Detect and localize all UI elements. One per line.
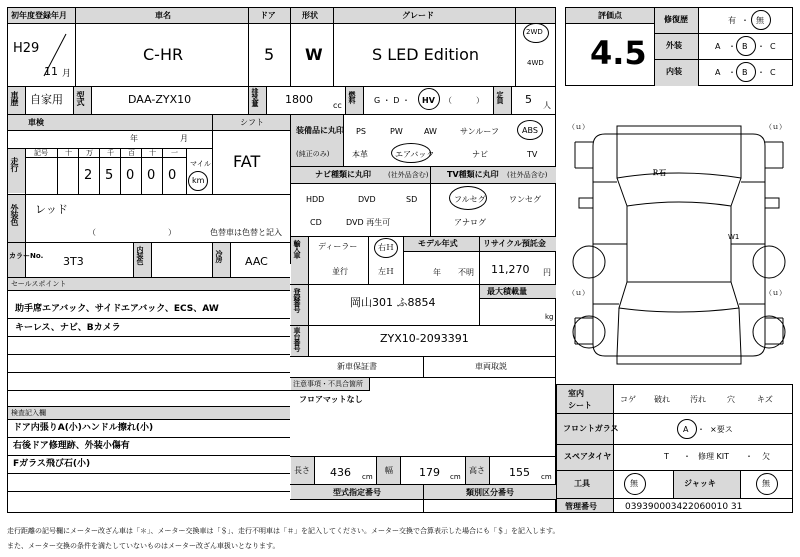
width-label: 幅 — [385, 466, 393, 475]
color-label: 外装色 — [10, 204, 19, 225]
inspector-line-1: ドア内張りA(小)ハンドル擦れ(小) — [13, 423, 154, 433]
recycle-label: リサイクル預託金 — [483, 239, 546, 248]
management-number: 039390003422060010 31 — [625, 502, 743, 512]
recycle-unit: 円 — [543, 268, 551, 277]
tv-title: TV種類に丸印 — [447, 170, 499, 179]
length-value: 436 — [330, 466, 351, 479]
color-note: 色替車は色替と記入 — [210, 228, 282, 237]
mileage-label: 走行 — [10, 157, 19, 171]
seat-label-1: 室内 — [568, 389, 584, 398]
seat-item-burn: コゲ — [620, 395, 636, 404]
mileage-digit-4: 0 — [147, 168, 156, 183]
footer-note-2: また、メーター交換の条件を満たしていないものはメーター改ざん車扱いとなります。 — [7, 542, 280, 550]
registration-label: 登録番号 — [293, 288, 301, 312]
sales-point-line-1: 助手席エアバック、サイドエアバック、ECS、AW — [15, 304, 219, 314]
door-label: ドア — [260, 11, 276, 20]
fuel-options: G ・ D ・ — [374, 96, 410, 105]
car-name: C-HR — [143, 45, 184, 64]
spare-missing: 欠 — [762, 452, 770, 461]
car-name-label: 車名 — [155, 11, 171, 20]
door-count: 5 — [264, 45, 275, 64]
capacity-label: 定員 — [496, 91, 504, 103]
interior-b: B — [742, 68, 748, 77]
body-shape: W — [305, 45, 323, 64]
color-code: 3T3 — [63, 255, 84, 268]
capacity-value: 5 — [525, 93, 532, 106]
drive-2wd: 2WD — [526, 28, 543, 36]
mileage-h-1: 一 — [171, 149, 178, 157]
shaken-year-unit: 年 — [130, 134, 138, 143]
max-load-label: 最大積載量 — [487, 287, 527, 296]
mileage-digit-3: 0 — [126, 168, 135, 183]
spare-kit: 修理 KIT — [698, 452, 730, 461]
seat-item-scratch: キズ — [757, 395, 773, 404]
fuel-selected: HV — [422, 96, 435, 105]
tv-fullseg: フルセグ — [454, 195, 486, 204]
mark-u-3: （ｕ） — [568, 289, 589, 297]
spare-t: T — [664, 452, 669, 461]
first-reg-label: 初年度登録年月 — [11, 11, 67, 20]
drive-4wd: 4WD — [527, 59, 544, 67]
registration-value: 岡山301 ふ8854 — [350, 296, 436, 309]
seat-item-hole: 穴 — [727, 395, 735, 404]
equipment-label: 装備品に丸印 — [296, 126, 344, 135]
shift-value: FAT — [233, 152, 261, 171]
tv-oneseg: ワンセグ — [509, 195, 541, 204]
spare-dot-2: ・ — [745, 452, 753, 461]
import-label: 輸入車 — [293, 240, 301, 258]
mileage-h-100: 百 — [128, 149, 135, 157]
inspector-label: 検査記入欄 — [11, 409, 46, 417]
equip-abs: ABS — [522, 126, 538, 135]
mileage-h-10m: 十 — [65, 149, 72, 157]
tools-value: 無 — [630, 479, 638, 488]
km-label: km — [192, 176, 205, 185]
exterior-a: A — [715, 42, 721, 51]
tv-sub: (社外品含む) — [507, 171, 548, 179]
chassis-label: 車台番号 — [293, 327, 301, 351]
type-designation-label: 型式指定番号 — [333, 488, 381, 497]
import-left-h: 左Ｈ — [378, 267, 394, 276]
damage-mark-w1: W1 — [728, 233, 740, 241]
seat-item-stain: 汚れ — [690, 395, 706, 404]
color-value: レッド — [35, 203, 68, 216]
interior-c: C — [770, 68, 776, 77]
tv-analog: アナログ — [454, 218, 486, 227]
mile-label: マイル — [190, 160, 211, 168]
width-value: 179 — [419, 466, 440, 479]
equip-tv: TV — [527, 150, 538, 159]
jack-label: ジャッキ — [684, 479, 716, 488]
equip-aw: AW — [424, 127, 437, 136]
repair-label: 修復歴 — [664, 15, 688, 24]
seat-label-2: シート — [568, 401, 592, 410]
equip-pw: PW — [390, 127, 403, 136]
model-year-unknown: 不明 — [458, 268, 474, 277]
mileage-digit-1: 2 — [84, 168, 93, 183]
ac-value: AAC — [245, 255, 268, 268]
mark-u-4: （ｕ） — [765, 289, 786, 297]
model-year-unit: 年 — [433, 268, 441, 277]
nav-sd: SD — [406, 195, 418, 204]
mileage-h-10k: 万 — [86, 149, 93, 157]
mileage-h-symbol: 記号 — [34, 149, 48, 157]
usage-label: 車歴 — [10, 91, 19, 105]
category-label: 類別区分番号 — [466, 488, 514, 497]
model-year-label: モデル年式 — [418, 239, 458, 248]
jack-value: 無 — [762, 479, 770, 488]
spare-dot-1: ・ — [683, 452, 691, 461]
seat-item-tear: 破れ — [654, 395, 670, 404]
windshield-label: フロントガラス — [563, 424, 619, 433]
chassis-value: ZYX10-2093391 — [380, 332, 469, 345]
length-unit: cm — [362, 473, 373, 481]
windshield-other: ×要ス — [710, 425, 733, 434]
sales-point-line-2: キーレス、ナビ、Bカメラ — [15, 323, 121, 333]
grade-label: グレード — [402, 11, 434, 20]
rating-value: 4.5 — [590, 34, 647, 72]
interior-a: A — [715, 68, 721, 77]
model-label: 型式 — [76, 91, 85, 105]
management-label: 管理番号 — [565, 502, 597, 511]
notes-value: フロアマットなし — [299, 395, 363, 404]
capacity-unit: 人 — [543, 101, 551, 110]
equip-ps: PS — [356, 127, 366, 136]
shaken-label: 車検 — [28, 118, 44, 127]
nav-cd: CD — [310, 218, 322, 227]
nav-hdd: HDD — [306, 195, 325, 204]
tools-label: 工具 — [574, 479, 590, 488]
import-dealer: ディーラー — [318, 242, 358, 251]
mileage-digit-5: 0 — [168, 168, 177, 183]
equip-airbag: エアバック — [395, 150, 435, 159]
interior-color-label: 内装色 — [136, 246, 144, 264]
shift-label: シフト — [240, 118, 264, 127]
width-unit: cm — [450, 473, 461, 481]
import-right-h: 右Ｈ — [378, 243, 394, 252]
equip-navi: ナビ — [472, 150, 488, 159]
notes-label: 注意事項・不具合箇所 — [293, 380, 363, 388]
color-paren: （ ） — [88, 228, 176, 237]
color-code-label: カラーNo. — [9, 252, 44, 260]
equipment-sublabel: (純正のみ) — [296, 150, 330, 158]
mark-u-2: （ｕ） — [765, 123, 786, 131]
displacement-value: 1800 — [285, 93, 313, 106]
fuel-paren: （ ） — [444, 96, 484, 105]
reg-year: H29 — [13, 41, 40, 56]
shape-label: 形状 — [302, 11, 318, 20]
repair-no: 無 — [756, 16, 764, 25]
recycle-value: 11,270 — [491, 263, 530, 276]
exterior-b: B — [742, 42, 748, 51]
header-row-bg — [8, 8, 555, 23]
displacement-label: 排気量 — [251, 88, 259, 106]
nav-dvd-play: DVD 再生可 — [346, 218, 391, 227]
mark-u-1: （ｕ） — [568, 123, 589, 131]
model-value: DAA-ZYX10 — [128, 93, 192, 106]
mileage-digit-2: 5 — [105, 168, 114, 183]
grade-value: S LED Edition — [372, 45, 480, 64]
car-manual: 車両取説 — [475, 362, 507, 371]
reg-month: 11 — [44, 65, 58, 78]
nav-dvd: DVD — [358, 195, 376, 204]
car-damage-diagram — [565, 112, 793, 378]
reg-month-unit: 月 — [62, 69, 72, 79]
max-load-unit: kg — [545, 313, 554, 321]
displacement-unit: cc — [333, 101, 342, 110]
damage-mark-r-stone: Ｒ石 — [652, 169, 666, 177]
nav-sub: (社外品含む) — [388, 171, 429, 179]
interior-label: 内装 — [666, 67, 682, 76]
nav-title: ナビ種類に丸印 — [315, 170, 371, 179]
new-car-warranty: 新車保証書 — [337, 362, 377, 371]
footer-note-1: 走行距離の記号欄にメーター改ざん車は「＊」、メーター交換車は「＄」、走行不明車は「＃」を記入してください。メーター交換で合算表示した場合にも「＄」を記入します。 — [7, 527, 560, 535]
length-label: 長さ — [294, 466, 310, 475]
exterior-c: C — [770, 42, 776, 51]
repair-yes: 有 — [728, 16, 736, 25]
shaken-month-unit: 月 — [180, 134, 188, 143]
exterior-label: 外装 — [666, 41, 682, 50]
height-unit: cm — [541, 473, 552, 481]
usage-value: 自家用 — [30, 93, 63, 106]
mileage-h-10: 十 — [149, 149, 156, 157]
sales-points-label: セールスポイント — [11, 280, 67, 288]
equip-leather: 本革 — [352, 150, 368, 159]
height-label: 高さ — [469, 466, 485, 475]
equip-sunroof: サンルーフ — [460, 127, 499, 136]
mileage-h-1k: 千 — [107, 149, 114, 157]
windshield-dot: ・ — [697, 425, 705, 434]
import-parallel: 並行 — [332, 267, 348, 276]
height-value: 155 — [509, 466, 530, 479]
ac-label: 冷房 — [215, 250, 223, 262]
spare-tire-label: スペアタイヤ — [564, 452, 612, 461]
windshield-a: A — [683, 425, 689, 434]
inspector-line-3: Fガラス飛び石(小) — [13, 459, 91, 469]
rating-label: 評価点 — [598, 11, 622, 20]
fuel-label: 燃料 — [348, 91, 356, 103]
inspector-line-2: 右後ドア修理跡、外装小傷有 — [13, 441, 130, 451]
